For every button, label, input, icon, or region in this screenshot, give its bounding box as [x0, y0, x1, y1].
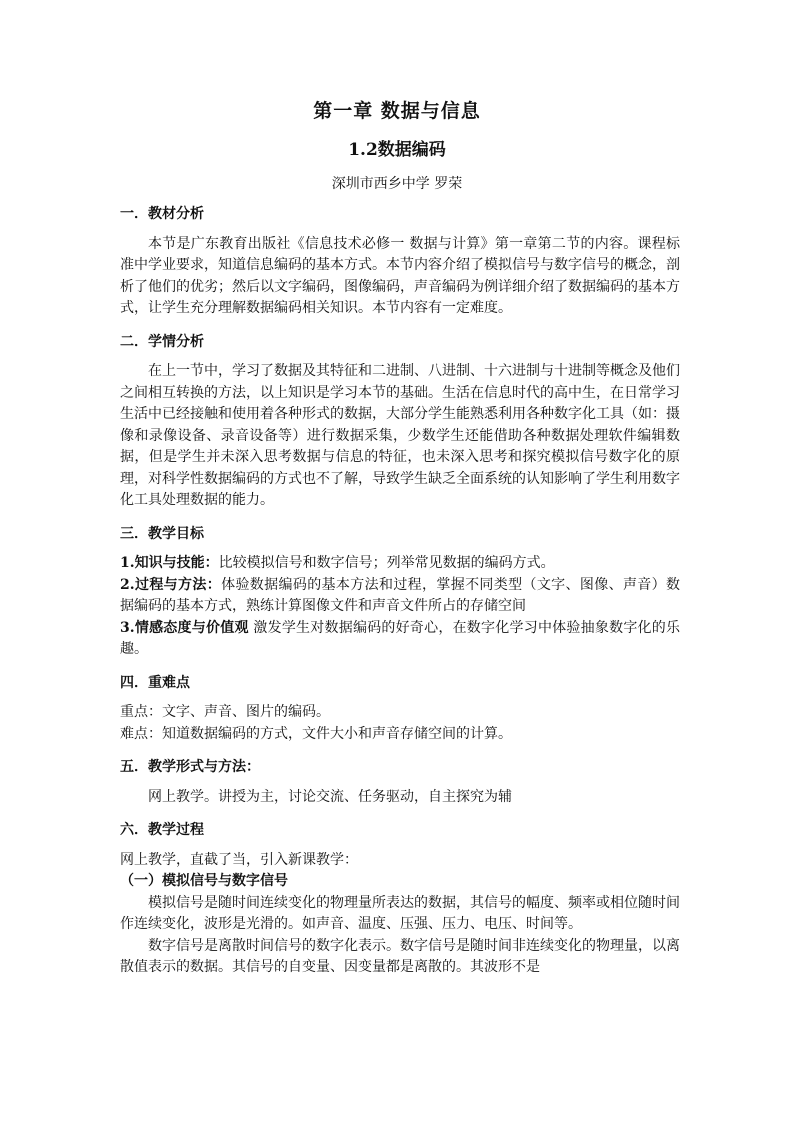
author-line: 深圳市西乡中学 罗荣	[331, 176, 463, 192]
key-points: 重点：文字、声音、图片的编码。	[120, 704, 330, 720]
goal-knowledge-skills	[120, 553, 680, 575]
difficult-points: 难点：知道数据编码的方式，文件大小和声音存储空间的计算。	[120, 725, 512, 742]
heading-textbook-analysis: 一．教材分析	[120, 206, 204, 222]
page-title: 第一章 数据与信息	[313, 100, 481, 122]
paragraph-textbook-analysis: 本节是广东教育出版社《信息技术必修一 数据与计算》第一章第二节的内容。课程标准中学业要求，知道信息编码的基本方式。本节内容介绍了模拟信号与数字信号的概念，剖析了他们的优劣；然后以文字编码，图像编码，声音编码为例详细介绍了数据编码的基本方式，让学生充分理解数据编码相关知识。本节内容有一定难度。	[120, 235, 680, 316]
section-subtitle: 1.2数据编码	[348, 140, 446, 160]
goal-emotion-text: 激发学生对数据编码的好奇心，在数字化学习中体验抽象数字化的乐趣。	[120, 619, 681, 657]
goal-process-label: 2.过程与方法：	[120, 576, 222, 593]
heading-teaching-process: 六．教学过程	[120, 822, 204, 838]
document-body	[120, 204, 680, 979]
goal-knowledge-text: 比较模拟信号和数字信号；列举常见数据的编码方式。	[218, 555, 555, 571]
subheading-analog-digital: （一）模拟信号与数字信号	[120, 873, 288, 889]
goal-knowledge-label: 1.知识与技能：	[120, 555, 219, 571]
heading-teaching-form: 五．教学形式与方法：	[120, 759, 260, 775]
heading-student-analysis: 二．学情分析	[120, 333, 204, 350]
goal-process-methods	[120, 575, 680, 618]
process-intro: 网上教学，直截了当，引入新课教学：	[120, 851, 358, 868]
paragraph-analog-signal: 模拟信号是随时间连续变化的物理量所表达的数据，其信号的幅度、频率或相位随时间作连续变化，波形是光滑的。如声音、温度、压强、压力、电压、时间等。	[120, 894, 680, 932]
heading-teaching-goals: 三．教学目标	[120, 525, 204, 542]
paragraph-student-analysis: 在上一节中，学习了数据及其特征和二进制、八进制、十六进制与十进制等概念及他们之间相互转换的方法，以上知识是学习本节的基础。生活在信息时代的高中生，在日常学习生活中已经接触和使用着各种形式的数据，大部分学生能熟悉利用各种数字化工具（如：摄像和录像设备、录音设备等）进行数据采集，少数学生还能借助各种数据处理软件编辑数据，但是学生并未深入思考数据与信息的特征，也未深入思考和探究模拟信号数字化的原理，对科学性数据编码的方式也不了解，导致学生缺乏全面系统的认知影响了学生利用数字化工具处理数据的能力。	[120, 363, 680, 508]
goal-process-text: 体验数据编码的基本方法和过程，掌握不同类型（文字、图像、声音）数据编码的基本方式，熟练计算图像文件和声音文件所占的存储空间	[120, 576, 681, 614]
goal-emotion-values	[120, 618, 680, 661]
goal-emotion-label: 3.情感态度与价值观	[120, 619, 249, 636]
paragraph-digital-signal: 数字信号是离散时间信号的数字化表示。数字信号是随时间非连续变化的物理量，以离散值表示的数据。其信号的自变量、因变量都是离散的。其波形不是	[120, 937, 680, 975]
heading-key-difficult: 四．重难点	[120, 674, 190, 691]
paragraph-teaching-form: 网上教学。讲授为主，讨论交流、任务驱动，自主探究为辅	[148, 788, 512, 805]
